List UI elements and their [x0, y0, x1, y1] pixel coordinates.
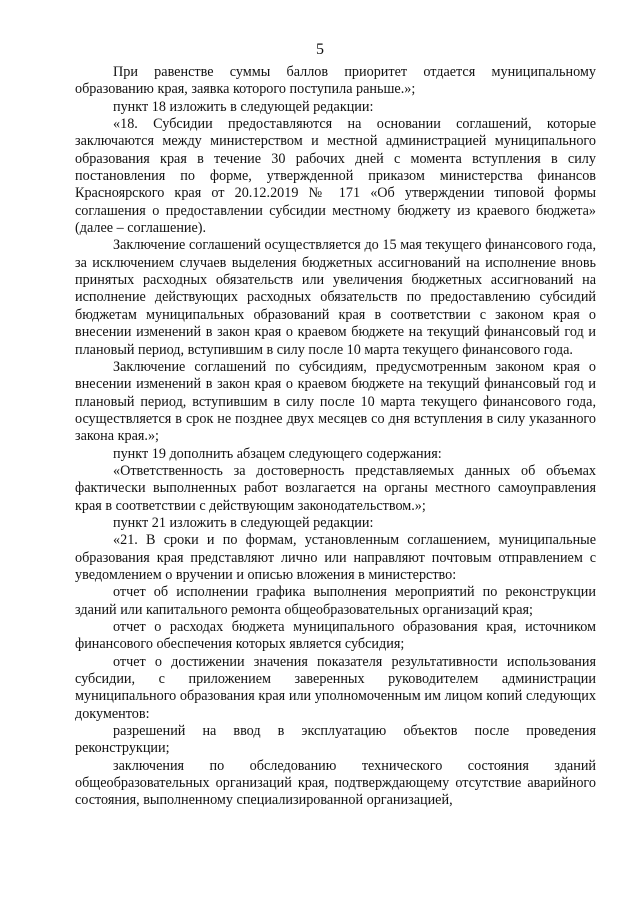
- page-number: 5: [316, 41, 324, 58]
- paragraph-responsibility: «Ответственность за достоверность представляемых данных об объемах фактически выполненных работ возлагается на органы местного самоуправления края в соответствии с действующим законодательством.»;: [75, 462, 596, 514]
- paragraph-agreement-deadline: Заключение соглашений осуществляется до 15 мая текущего финансового года, за исключением случаев выделения бюджетных ассигнований на исполнение вновь принятых расходных обязательств или увеличения бюджетных ассигнований на исполнение действующих расходных обязательств по предоставлению субсидий бюджетам муниципальных образований края в соответствии с законом края о внесении изменений в закон края о краевом бюджете на текущий финансовый год и плановый период, вступившим в силу после 10 марта текущего финансового года.: [75, 237, 596, 358]
- paragraph-item-18: «18. Субсидии предоставляются на основании соглашений, которые заключаются между министерством и местной администрацией муниципального образования края в течение 30 рабочих дней с момента вступления в силу постановления по форме, утвержденной приказом министерства финансов Красноярского края от 20.12.2019 № 171 «Об утверждении типовой формы соглашения о предоставлении субсидии местному бюджету из краевого бюджета» (далее – соглашение).: [75, 116, 596, 237]
- paragraph-item-21-intro: пункт 21 изложить в следующей редакции:: [113, 514, 374, 531]
- paragraph-conclusions: заключения по обследованию технического состояния зданий общеобразовательных организаций края, подтверждающему отсутствие аварийного состояния, выполненному специализированной организацией,: [75, 757, 596, 809]
- paragraph-item-19-intro: пункт 19 дополнить абзацем следующего содержания:: [113, 445, 442, 462]
- paragraph-agreement-subsidies: Заключение соглашений по субсидиям, предусмотренным законом края о внесении изменений в закон края о краевом бюджете на текущий финансовый год и плановый период, вступившим в силу после 10 марта текущего финансового года, осуществляется в срок не позднее двух месяцев со дня вступления в силу указанного закона края.»;: [75, 358, 596, 445]
- paragraph-report-expenses: отчет о расходах бюджета муниципального образования края, источником финансового обеспечения которых является субсидия;: [75, 619, 596, 653]
- paragraph-report-schedule: отчет об исполнении графика выполнения мероприятий по реконструкции зданий или капитального ремонта общеобразовательных организаций края;: [75, 584, 596, 618]
- paragraph-item-18-intro: пункт 18 изложить в следующей редакции:: [113, 98, 374, 115]
- paragraph-permits: разрешений на ввод в эксплуатацию объектов после проведения реконструкции;: [75, 723, 596, 757]
- paragraph-priority: При равенстве суммы баллов приоритет отдается муниципальному образованию края, заявка которого поступила раньше.»;: [75, 64, 596, 98]
- paragraph-report-indicator: отчет о достижении значения показателя результативности использования субсидии, с приложением заверенных руководителем администрации муниципального образования края или уполномоченным им лицом копий следующих документов:: [75, 653, 596, 722]
- paragraph-item-21: «21. В сроки и по формам, установленным соглашением, муниципальные образования края представляют лично или направляют почтовым отправлением с уведомлением о вручении и описью вложения в министерство:: [75, 532, 596, 583]
- document-body: [75, 64, 596, 810]
